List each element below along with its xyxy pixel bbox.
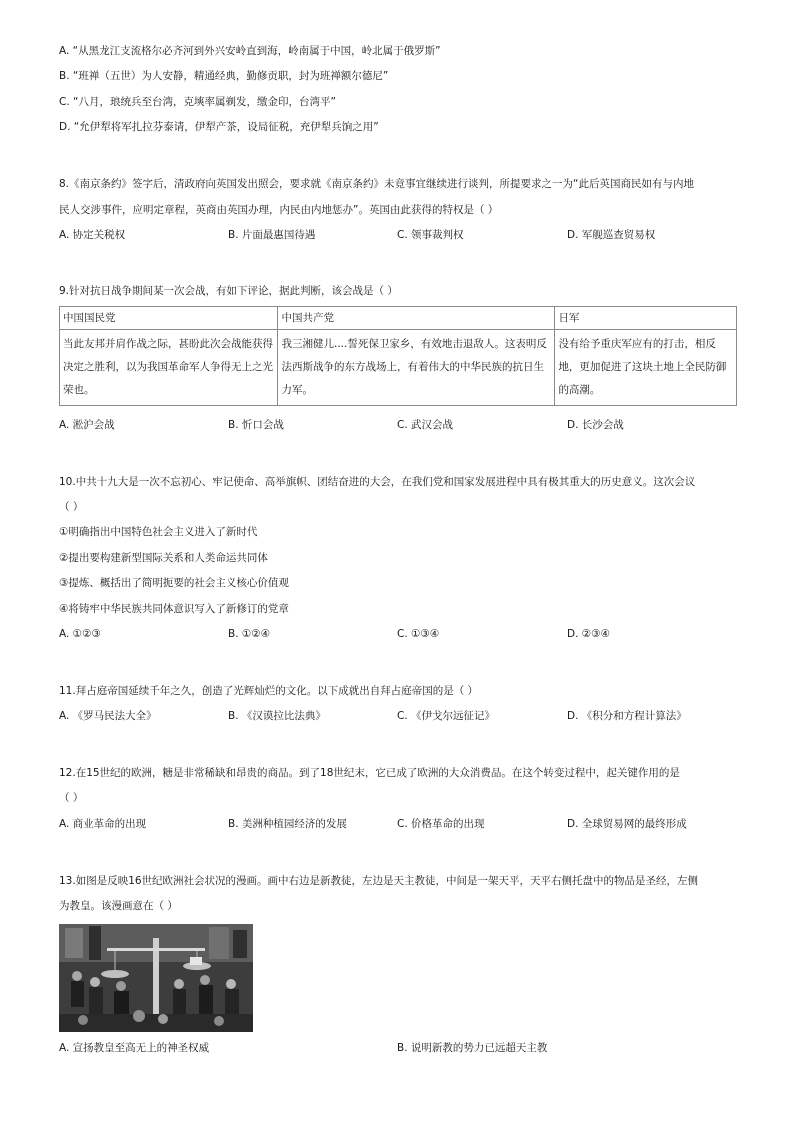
q7-option-a[interactable]: A. “从黑龙江支流格尔必齐河到外兴安岭直到海，岭南属于中国，岭北属于俄罗斯” xyxy=(59,45,441,57)
q9-option-b[interactable]: B. 忻口会战 xyxy=(228,419,284,431)
q8-option-c[interactable]: C. 领事裁判权 xyxy=(397,229,464,241)
cartoon-image xyxy=(59,924,253,1032)
q10-stem-continued: （ ） xyxy=(59,501,84,513)
q12-stem: 12.在15世纪的欧洲，糖是非常稀缺和昂贵的商品。到了18世纪末，它已成了欧洲的大众消费品。在这个转变过程中，起关键作用的是 xyxy=(59,767,680,779)
header-cpc: 中国共产党 xyxy=(278,307,555,330)
q13-stem: 13.如图是反映16世纪欧洲社会状况的漫画。画中右边是新教徒，左边是天主教徒，中间是一架天平，天平右侧托盘中的物品是圣经，左侧 xyxy=(59,875,699,887)
q13-stem-continued: 为教皇。该漫画意在（ ） xyxy=(59,900,178,912)
cell-japanese-comment: 没有给予重庆军应有的打击，相反地，更加促进了这块土地上全民防御的高潮。 xyxy=(555,330,737,406)
q9-stem: 9.针对抗日战争期间某一次会战，有如下评论，据此判断，该会战是（ ） xyxy=(59,285,398,297)
q10-option-d[interactable]: D. ②③④ xyxy=(567,628,610,640)
q11-option-d[interactable]: D. 《积分和方程计算法》 xyxy=(567,710,687,722)
q10-item-1: ①明确指出中国特色社会主义进入了新时代 xyxy=(59,526,258,538)
q10-option-b[interactable]: B. ①②④ xyxy=(228,628,271,640)
cell-kmt-comment: 当此友邦并肩作战之际，甚盼此次会战能获得决定之胜利，以为我国革命军人争得无上之光荣也。 xyxy=(60,330,278,406)
q13-option-a[interactable]: A. 宣扬教皇至高无上的神圣权威 xyxy=(59,1042,210,1054)
q10-item-3: ③提炼、概括出了简明扼要的社会主义核心价值观 xyxy=(59,577,289,589)
q11-option-b[interactable]: B. 《汉谟拉比法典》 xyxy=(228,710,326,722)
q9-comment-table xyxy=(59,306,737,406)
q8-option-a[interactable]: A. 协定关税权 xyxy=(59,229,126,241)
q9-option-a[interactable]: A. 淞沪会战 xyxy=(59,419,115,431)
q10-option-a[interactable]: A. ①②③ xyxy=(59,628,101,640)
table-row xyxy=(60,330,737,406)
q7-option-c[interactable]: C. “八月，琅统兵至台湾，克塽率属剃发，缴金印，台湾平” xyxy=(59,96,336,108)
q11-option-a[interactable]: A. 《罗马民法大全》 xyxy=(59,710,157,722)
q7-option-b[interactable]: B. “班禅（五世）为人安静，精通经典，勤修贡职，封为班禅额尔德尼” xyxy=(59,70,389,82)
header-kmt: 中国国民党 xyxy=(60,307,278,330)
q12-option-d[interactable]: D. 全球贸易网的最终形成 xyxy=(567,818,687,830)
q11-stem: 11.拜占庭帝国延续千年之久，创造了光辉灿烂的文化。以下成就出自拜占庭帝国的是（ ） xyxy=(59,685,479,697)
q12-option-a[interactable]: A. 商业革命的出现 xyxy=(59,818,147,830)
q9-option-d[interactable]: D. 长沙会战 xyxy=(567,419,624,431)
q12-option-b[interactable]: B. 美洲种植园经济的发展 xyxy=(228,818,347,830)
header-japanese-army: 日军 xyxy=(555,307,737,330)
q8-stem-continued: 民人交涉事件，应明定章程，英商由英国办理，内民由内地惩办”。英国由此获得的特权是（ ） xyxy=(59,204,499,216)
q10-item-4: ④将铸牢中华民族共同体意识写入了新修订的党章 xyxy=(59,603,289,615)
cell-cpc-comment: 我三湘健儿....誓死保卫家乡，有效地击退敌人。这表明反法西斯战争的东方战场上，有着伟大的中华民族的抗日生力军。 xyxy=(278,330,555,406)
q12-option-c[interactable]: C. 价格革命的出现 xyxy=(397,818,485,830)
cartoon-illustration xyxy=(59,924,253,1032)
q13-option-b[interactable]: B. 说明新教的势力已远超天主教 xyxy=(397,1042,548,1054)
q10-option-c[interactable]: C. ①③④ xyxy=(397,628,440,640)
table-header-row xyxy=(60,307,737,330)
q9-option-c[interactable]: C. 武汉会战 xyxy=(397,419,454,431)
q11-option-c[interactable]: C. 《伊戈尔远征记》 xyxy=(397,710,496,722)
q8-option-d[interactable]: D. 军舰巡查贸易权 xyxy=(567,229,656,241)
q10-stem: 10.中共十九大是一次不忘初心、牢记使命、高举旗帜、团结奋进的大会，在我们党和国家发展进程中具有极其重大的历史意义。这次会议 xyxy=(59,476,696,488)
q12-stem-continued: （ ） xyxy=(59,792,84,804)
q8-option-b[interactable]: B. 片面最惠国待遇 xyxy=(228,229,316,241)
q8-stem: 8.《南京条约》签字后，清政府向英国发出照会，要求就《南京条约》未竟事宜继续进行谈判，所提要求之一为“此后英国商民如有与内地 xyxy=(59,178,694,190)
q10-item-2: ②提出要构建新型国际关系和人类命运共同体 xyxy=(59,552,268,564)
q7-option-d[interactable]: D. “允伊犁将军扎拉芬泰请，伊犁产茶，设局征税，充伊犁兵饷之用” xyxy=(59,121,379,133)
